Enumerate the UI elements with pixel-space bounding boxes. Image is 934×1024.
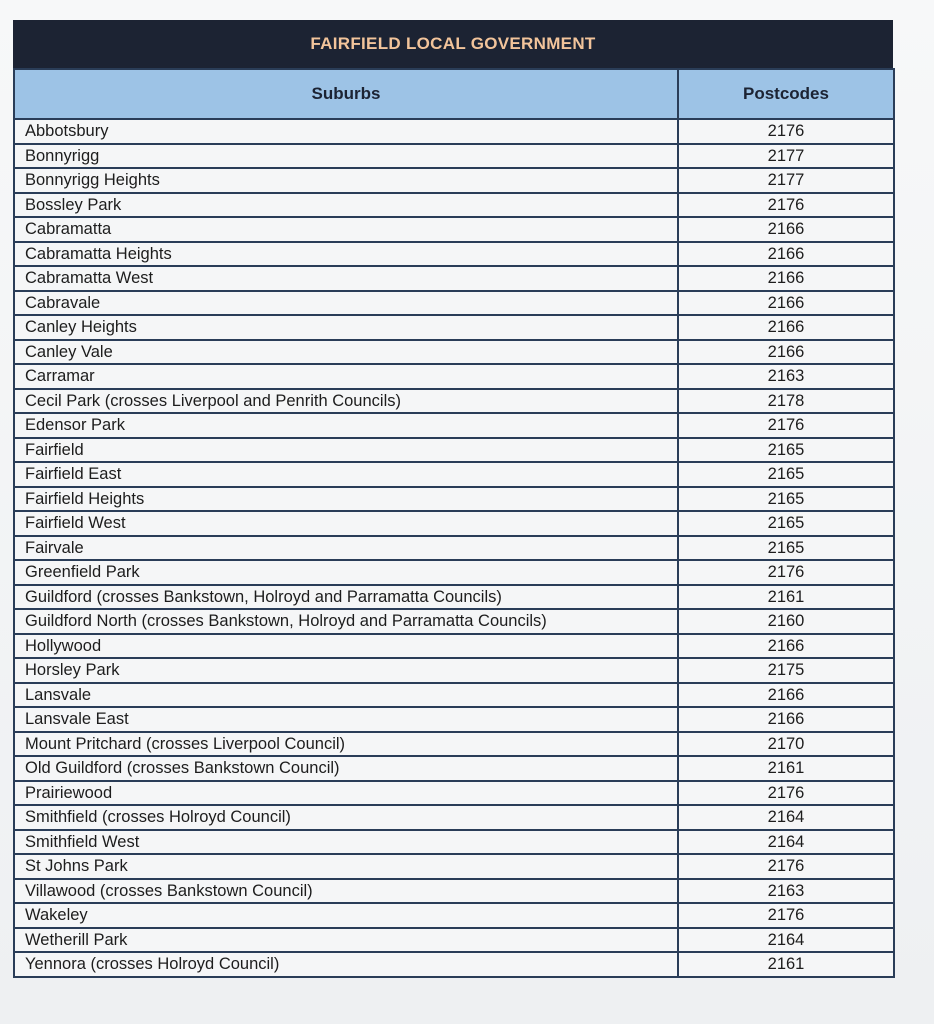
postcode-cell: 2166 <box>678 707 894 732</box>
table-row <box>14 315 894 340</box>
table-row <box>14 952 894 977</box>
table-row <box>14 389 894 414</box>
title-bar <box>13 20 893 68</box>
suburb-cell: Smithfield (crosses Holroyd Council) <box>14 805 678 830</box>
table-row <box>14 168 894 193</box>
table-title: FAIRFIELD LOCAL GOVERNMENT <box>310 34 596 53</box>
postcode-cell: 2161 <box>678 756 894 781</box>
suburb-cell: Fairfield Heights <box>14 487 678 512</box>
postcode-cell: 2178 <box>678 389 894 414</box>
table-row <box>14 291 894 316</box>
table-row <box>14 266 894 291</box>
table-row <box>14 609 894 634</box>
postcode-cell: 2163 <box>678 879 894 904</box>
postcode-cell: 2165 <box>678 438 894 463</box>
table-row <box>14 903 894 928</box>
suburb-cell: Canley Vale <box>14 340 678 365</box>
suburb-cell: Bonnyrigg <box>14 144 678 169</box>
suburb-cell: St Johns Park <box>14 854 678 879</box>
suburb-cell: Cabramatta West <box>14 266 678 291</box>
header-row <box>14 69 894 119</box>
suburb-cell: Cabramatta <box>14 217 678 242</box>
table-row <box>14 536 894 561</box>
table-row <box>14 683 894 708</box>
table-row <box>14 217 894 242</box>
postcode-cell: 2164 <box>678 830 894 855</box>
suburb-cell: Wakeley <box>14 903 678 928</box>
table-row <box>14 756 894 781</box>
postcode-cell: 2176 <box>678 854 894 879</box>
suburb-cell: Fairvale <box>14 536 678 561</box>
table-row <box>14 879 894 904</box>
suburb-cell: Mount Pritchard (crosses Liverpool Council) <box>14 732 678 757</box>
suburb-cell: Bonnyrigg Heights <box>14 168 678 193</box>
table-row <box>14 928 894 953</box>
suburb-cell: Guildford North (crosses Bankstown, Holroyd and Parramatta Councils) <box>14 609 678 634</box>
postcode-cell: 2166 <box>678 340 894 365</box>
table-row <box>14 462 894 487</box>
table-row <box>14 364 894 389</box>
suburb-cell: Canley Heights <box>14 315 678 340</box>
table-row <box>14 781 894 806</box>
suburb-cell: Lansvale <box>14 683 678 708</box>
table-row <box>14 658 894 683</box>
postcode-cell: 2164 <box>678 928 894 953</box>
suburb-cell: Abbotsbury <box>14 119 678 144</box>
table-row <box>14 413 894 438</box>
suburb-cell: Guildford (crosses Bankstown, Holroyd and Parramatta Councils) <box>14 585 678 610</box>
table-row <box>14 340 894 365</box>
suburb-cell: Prairiewood <box>14 781 678 806</box>
postcode-cell: 2176 <box>678 903 894 928</box>
postcode-cell: 2176 <box>678 781 894 806</box>
suburb-postcode-table <box>13 68 895 978</box>
postcode-cell: 2161 <box>678 952 894 977</box>
suburb-cell: Horsley Park <box>14 658 678 683</box>
table-row <box>14 707 894 732</box>
postcode-cell: 2166 <box>678 683 894 708</box>
table-row <box>14 560 894 585</box>
postcode-table-document <box>13 20 893 978</box>
table-row <box>14 119 894 144</box>
table-row <box>14 511 894 536</box>
table-row <box>14 487 894 512</box>
suburb-cell: Greenfield Park <box>14 560 678 585</box>
postcode-cell: 2166 <box>678 291 894 316</box>
postcode-cell: 2175 <box>678 658 894 683</box>
suburb-cell: Yennora (crosses Holroyd Council) <box>14 952 678 977</box>
postcode-cell: 2176 <box>678 193 894 218</box>
postcode-cell: 2164 <box>678 805 894 830</box>
suburb-cell: Bossley Park <box>14 193 678 218</box>
table-row <box>14 585 894 610</box>
postcode-cell: 2176 <box>678 119 894 144</box>
suburb-cell: Villawood (crosses Bankstown Council) <box>14 879 678 904</box>
postcode-cell: 2166 <box>678 634 894 659</box>
suburb-cell: Lansvale East <box>14 707 678 732</box>
suburb-cell: Edensor Park <box>14 413 678 438</box>
suburb-cell: Fairfield East <box>14 462 678 487</box>
suburb-cell: Cabravale <box>14 291 678 316</box>
table-row <box>14 732 894 757</box>
postcode-cell: 2166 <box>678 242 894 267</box>
postcode-cell: 2163 <box>678 364 894 389</box>
table-row <box>14 193 894 218</box>
suburb-cell: Old Guildford (crosses Bankstown Council) <box>14 756 678 781</box>
postcode-cell: 2170 <box>678 732 894 757</box>
suburb-cell: Smithfield West <box>14 830 678 855</box>
suburbs-header: Suburbs <box>14 69 678 119</box>
postcode-cell: 2166 <box>678 266 894 291</box>
suburb-cell: Fairfield <box>14 438 678 463</box>
postcode-cell: 2177 <box>678 168 894 193</box>
postcode-cell: 2166 <box>678 217 894 242</box>
postcode-cell: 2161 <box>678 585 894 610</box>
table-row <box>14 242 894 267</box>
table-row <box>14 854 894 879</box>
postcode-cell: 2165 <box>678 536 894 561</box>
suburb-cell: Fairfield West <box>14 511 678 536</box>
table-row <box>14 144 894 169</box>
postcodes-header: Postcodes <box>678 69 894 119</box>
suburb-cell: Hollywood <box>14 634 678 659</box>
postcode-cell: 2176 <box>678 560 894 585</box>
table-row <box>14 830 894 855</box>
table-row <box>14 438 894 463</box>
postcode-cell: 2177 <box>678 144 894 169</box>
suburb-cell: Carramar <box>14 364 678 389</box>
suburb-cell: Cecil Park (crosses Liverpool and Penrith Councils) <box>14 389 678 414</box>
suburb-cell: Cabramatta Heights <box>14 242 678 267</box>
postcode-cell: 2165 <box>678 462 894 487</box>
table-row <box>14 634 894 659</box>
postcode-cell: 2160 <box>678 609 894 634</box>
postcode-cell: 2165 <box>678 511 894 536</box>
postcode-cell: 2165 <box>678 487 894 512</box>
postcode-cell: 2166 <box>678 315 894 340</box>
suburb-cell: Wetherill Park <box>14 928 678 953</box>
postcode-cell: 2176 <box>678 413 894 438</box>
table-row <box>14 805 894 830</box>
